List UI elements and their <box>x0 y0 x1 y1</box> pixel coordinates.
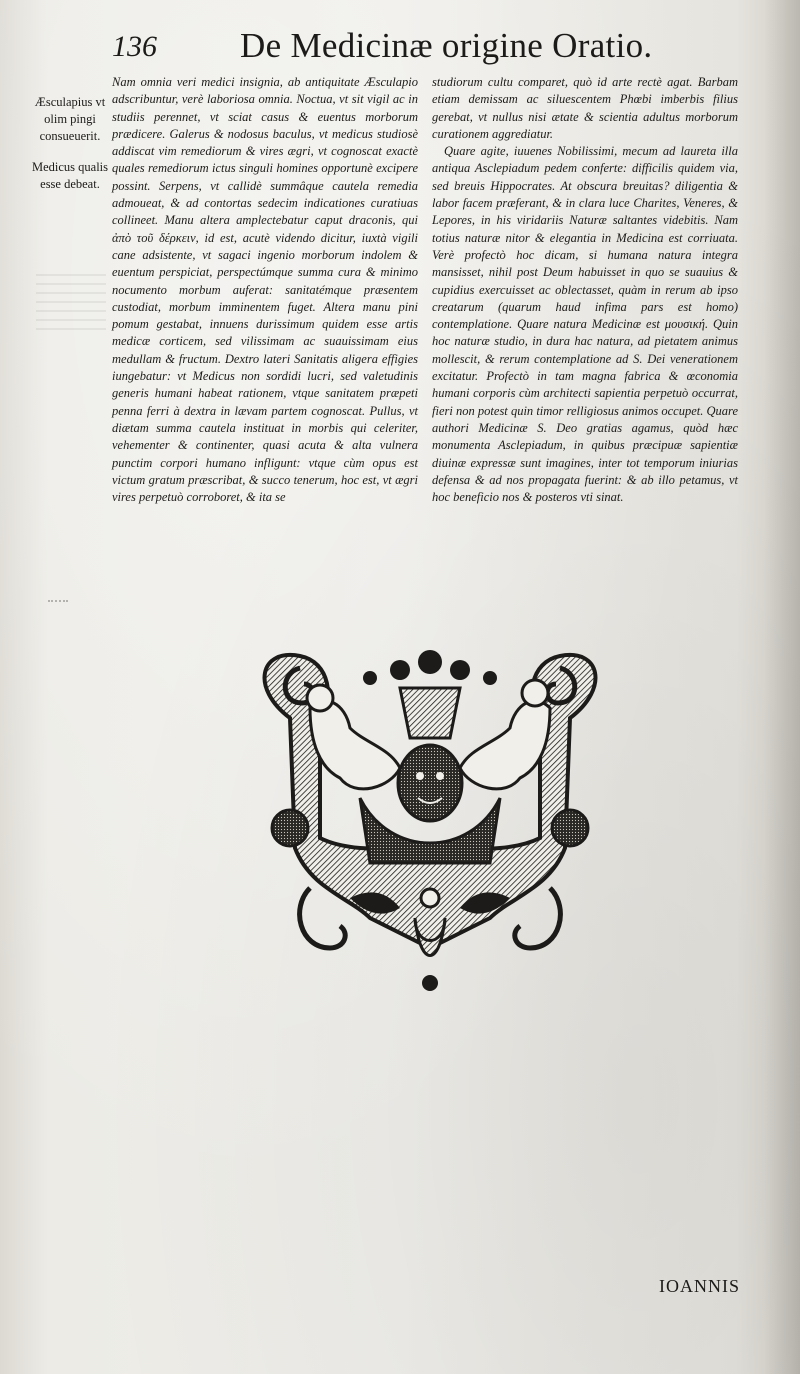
paragraph: Nam omnia veri medici insignia, ab antiquitate Æsculapio adscribuntur, verè laboriosa omnia. Noctua, vt sit vigil ac in studiis perennet, vt sciat casus & euentus morborum prædicere. Galerus & nodosus baculus, vt medicus studiosè addiscat vim remediorum & vires ægri, vt cognoscat exactè quales remediorum ictus singuli homines opportunè excipere possint. Serpens, vt callidè summâque cautela remedia admoueat, & ad contortas sedecim indicationes curatiuas collineet. Manu altera amplectebatur caput draconis, qui ἀπὸ τοῦ δέρκειν, id est, acutè videndo dicitur, iuxtà vigili cane adsistente, vt sagaci ingenio morborum indolem & euentum perspiciat, perspectúmque summa cura & minimo nocumento morbum auferat: sanitatémque præsentem custodiat, morbum imminentem fuget. Altera manu pini pomum gestabat, innuens durissimum quidem esse artis medicæ corticem, sed vilissimam ac suauissimam eius medullam & fructum. Dextro lateri Sanitatis aligera effigies iungebatur: vt Medicus non sordidi lucri, sed valetudinis generis humani habeat rationem, vtque sanitatem præpeti penna ferri à dextra in lævam partem cognoscat. Pullus, vt diætam summa cautela instituat in morbis qui celeriter, vehementer & continenter, quasi acuta & alta vulnera punctim corpori humano infligunt: vtque cùm opus est victum gratum præscribat, & succo tenerum, hoc est, vt ægri vires perpetuò corroboret, & ita se <box>112 75 418 505</box>
paragraph: Quare agite, iuuenes Nobilissimi, mecum ad laureta illa antiqua Asclepiadum pedem conferte: difficilis quidem via, sed breuis Hippocrates. At obscura breuitas? diligentia & labor facem præferant, & in clara luce Charites, Veneres, & Lepores, in his viridariis Naturæ saltantes videbitis. Nam totius naturæ nitor & elegantia in Medicina est corriuata. Verè profectò hoc dicam, si humana natura integra mansisset, nihil post Deum habuisset in quo se suauius & cupidius exercuisset ac oblectasset, quàm in rerum ab ipso creatarum (quarum haud infima pars est homo) contemplatione. Quare natura Medicinæ est μουσική. Quin hoc naturæ studio, in dura hac natura, ad pietatem animus mollescit, & rerum contemplatione ad S. Dei venerationem excitatur. Profectò in tam magna fabrica & œconomia humani corporis cùm architecti sapientia perpetuò occurrat, fieri non potest quin timor relligiosus animos occupet. Quare authori Medicinæ S. Deo gratias agamus, quòd hæc monumenta Asclepiadum, in quibus præcipuæ sapientiæ diuinæ expressæ sunt imagines, inter tot temporum iniurias defensa & ad nos propagata fuerint: & ab illo petamus, vt hoc beneficio nos & posteros vti sinat. <box>432 144 738 505</box>
marginal-notes <box>30 94 110 207</box>
running-title: De Medicinæ origine Oratio. <box>240 26 653 65</box>
woodcut-tailpiece-ornament-icon <box>250 648 610 993</box>
catchword: IOANNIS <box>659 1276 740 1296</box>
left-text-column <box>112 74 418 506</box>
marginal-note-aesculapius: Æsculapius vt olim pingi consueuerit. <box>34 95 106 143</box>
right-text-column <box>432 74 738 506</box>
paragraph: studiorum cultu comparet, quò id arte rectè agat. Barbam etiam demissam ac siluescentem Phœbi imberbis filius gerebat, vt nullus nisi ætate & scientia adultus morborum curationem aggrediatur. <box>432 75 738 141</box>
show-through-bleed <box>36 270 106 330</box>
marginal-note-medicus: Medicus qualis esse debeat. <box>31 160 109 191</box>
faint-mark <box>48 600 68 612</box>
page-edge-shadow <box>764 0 800 1374</box>
page-number: 136 <box>112 30 157 63</box>
